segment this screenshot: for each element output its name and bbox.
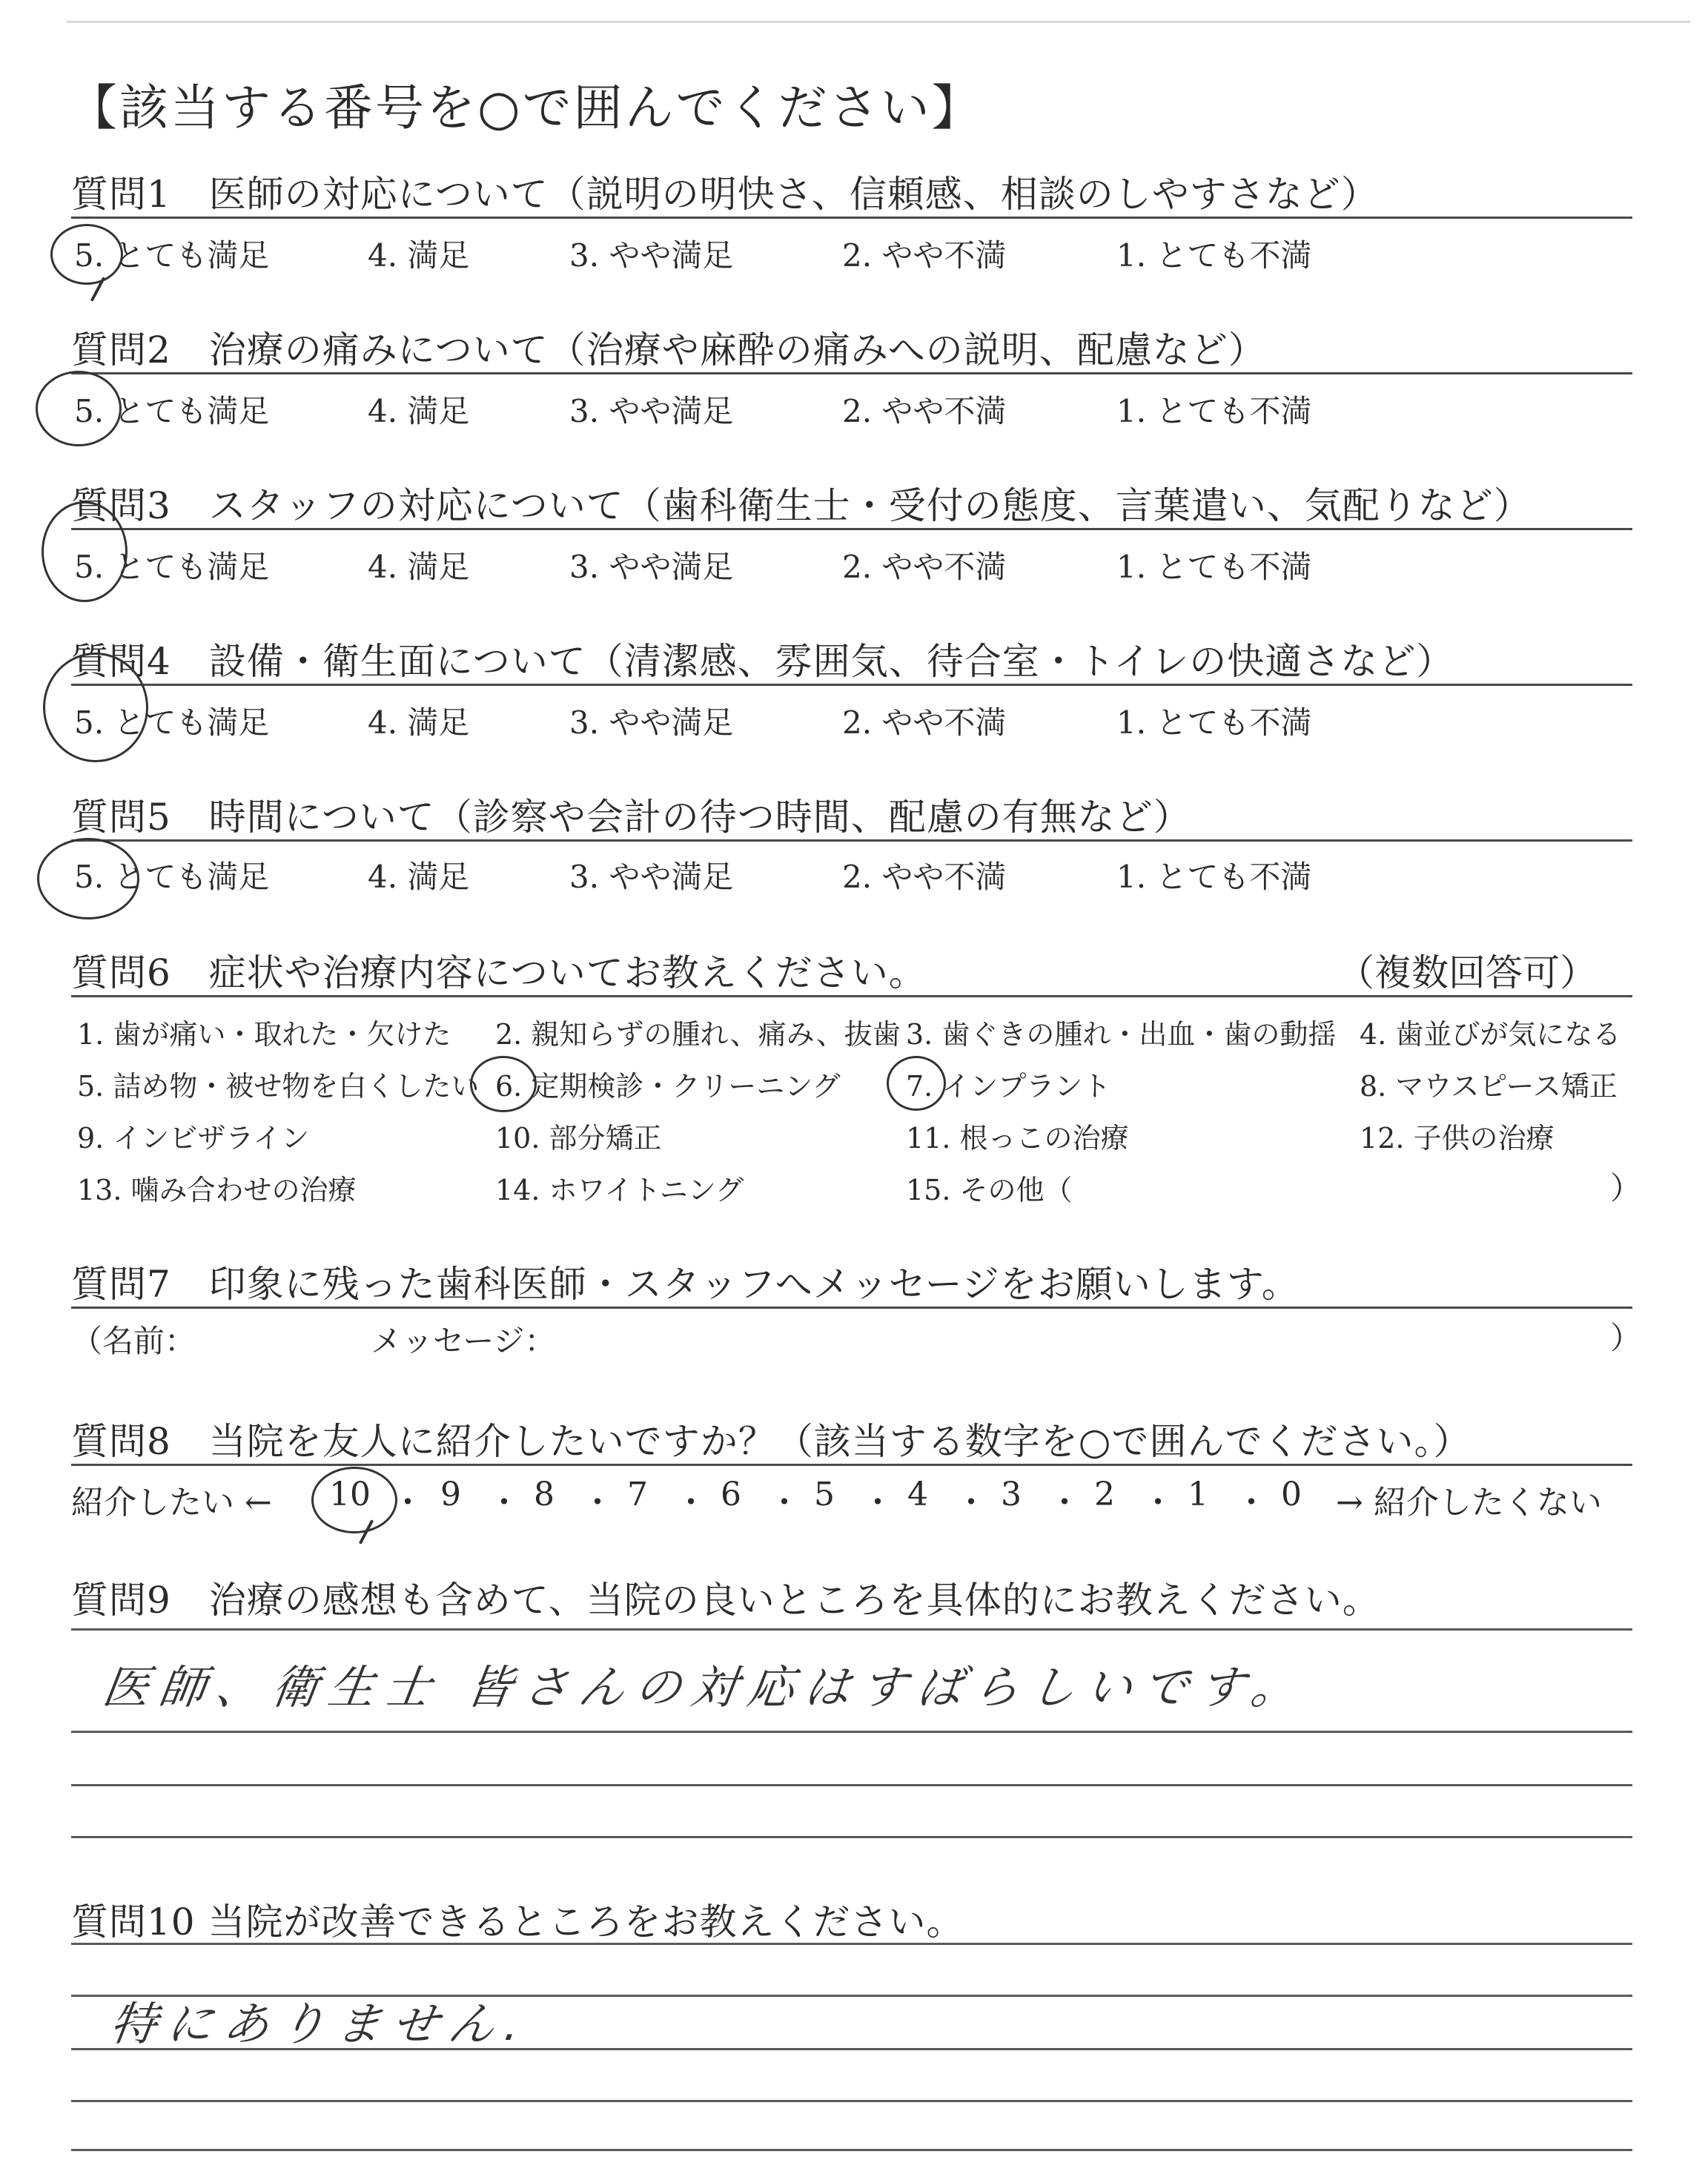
scale-5[interactable]: 5 — [814, 1476, 835, 1513]
question-3-rule — [71, 528, 1632, 530]
option-1[interactable]: 1. とても不満 — [1116, 704, 1312, 741]
q6-option-13[interactable]: 13. 噛み合わせの治療 — [77, 1174, 357, 1206]
scale-3[interactable]: 3 — [1001, 1476, 1022, 1513]
scale-dot: ・ — [1048, 1484, 1081, 1522]
selection-circle — [36, 371, 122, 446]
option-1[interactable]: 1. とても不満 — [1116, 237, 1312, 274]
question-4-title: 質問4 設備・衛生面について（清潔感、雰囲気、待合室・トイレの快適さなど） — [71, 640, 1454, 683]
scale-dot: ・ — [861, 1484, 894, 1522]
scale-6[interactable]: 6 — [721, 1476, 741, 1513]
writing-line — [71, 1731, 1632, 1733]
option-5[interactable]: 5. とても満足 — [74, 393, 270, 429]
writing-line — [71, 1784, 1632, 1786]
selection-circle — [470, 1056, 537, 1112]
question-4-rule — [71, 684, 1632, 686]
question-1-title: 質問1 医師の対応について（説明の明快さ、信頼感、相談のしやすさなど） — [71, 173, 1379, 216]
scale-right-label: → 紹介したくない — [1336, 1484, 1602, 1522]
q6-option-2[interactable]: 2. 親知らずの腫れ、痛み、抜歯 — [495, 1018, 901, 1051]
writing-line — [71, 1628, 1632, 1631]
handwritten-answer-good-points: 医師、衛生士 皆さんの対応はすばらしいです。 — [99, 1660, 1312, 1714]
scale-10[interactable]: 10 — [329, 1476, 371, 1513]
scale-0[interactable]: 0 — [1281, 1476, 1302, 1513]
option-4[interactable]: 4. 満足 — [368, 704, 470, 741]
option-2[interactable]: 2. やや不満 — [842, 393, 1007, 429]
scale-1[interactable]: 1 — [1188, 1476, 1208, 1513]
q6-option-14[interactable]: 14. ホワイトニング — [495, 1174, 744, 1206]
option-5[interactable]: 5. とても満足 — [74, 549, 270, 585]
question-5-title: 質問5 時間について（診察や会計の待つ時間、配慮の有無など） — [71, 796, 1191, 839]
question-9-title: 質問9 治療の感想も含めて、当院の良いところを具体的にお教えください。 — [71, 1579, 1380, 1622]
q6-option-10[interactable]: 10. 部分矯正 — [495, 1122, 662, 1155]
writing-line — [71, 2100, 1632, 2102]
question-2-title: 質問2 治療の痛みについて（治療や麻酔の痛みへの説明、配慮など） — [71, 328, 1266, 371]
page-heading: 【該当する番号を○で囲んでください】 — [68, 79, 983, 136]
question-2-rule — [71, 372, 1632, 374]
option-4[interactable]: 4. 満足 — [368, 859, 470, 895]
selection-circle — [887, 1056, 946, 1111]
scale-9[interactable]: 9 — [440, 1476, 461, 1513]
option-5[interactable]: 5. とても満足 — [74, 859, 270, 895]
scale-dot: ・ — [581, 1484, 614, 1522]
option-4[interactable]: 4. 満足 — [368, 393, 470, 429]
scale-2[interactable]: 2 — [1094, 1476, 1115, 1513]
q6-option-5[interactable]: 5. 詰め物・被せ物を白くしたい — [77, 1070, 480, 1103]
option-2[interactable]: 2. やや不満 — [842, 704, 1007, 741]
option-2[interactable]: 2. やや不満 — [842, 859, 1007, 895]
q7-close-paren: ） — [1610, 1320, 1642, 1356]
writing-line — [71, 2149, 1632, 2151]
message-label: メッセージ： — [371, 1323, 556, 1359]
question-6-title: 質問6 症状や治療内容についてお教えください。 — [71, 951, 927, 994]
scale-dot: ・ — [955, 1484, 987, 1522]
scale-dot: ・ — [1142, 1484, 1174, 1522]
option-3[interactable]: 3. やや満足 — [569, 393, 734, 429]
question-10-title: 質問10 当院が改善できるところをお教えください。 — [71, 1900, 964, 1943]
handwritten-answer-improvements: 特にありません. — [107, 1997, 534, 2051]
writing-line — [71, 1943, 1632, 1945]
question-7-title: 質問7 印象に残った歯科医師・スタッフへメッセージをお願いします。 — [71, 1263, 1300, 1306]
scale-4[interactable]: 4 — [907, 1476, 928, 1513]
option-1[interactable]: 1. とても不満 — [1116, 549, 1312, 585]
multiple-answers-note: （複数回答可） — [1337, 951, 1597, 994]
option-4[interactable]: 4. 満足 — [368, 549, 470, 585]
q6-other-close-paren: ） — [1610, 1170, 1642, 1206]
question-1-rule — [71, 217, 1632, 219]
question-8-title: 質問8 当院を友人に紹介したいですか？（該当する数字を○で囲んでください。） — [71, 1420, 1472, 1463]
top-border — [67, 21, 1690, 23]
scale-dot: ・ — [768, 1484, 801, 1522]
writing-line — [71, 2048, 1632, 2050]
option-3[interactable]: 3. やや満足 — [569, 549, 734, 585]
question-7-rule — [71, 1307, 1632, 1309]
q6-option-11[interactable]: 11. 根っこの治療 — [906, 1122, 1129, 1155]
option-2[interactable]: 2. やや不満 — [842, 549, 1007, 585]
scale-8[interactable]: 8 — [534, 1476, 555, 1513]
scale-dot: ・ — [675, 1484, 707, 1522]
option-3[interactable]: 3. やや満足 — [569, 859, 734, 895]
scale-dot: ・ — [391, 1484, 424, 1522]
option-5[interactable]: 5. とても満足 — [74, 237, 270, 274]
scale-7[interactable]: 7 — [627, 1476, 648, 1513]
question-3-title: 質問3 スタッフの対応について（歯科衛生士・受付の態度、言葉遣い、気配りなど） — [71, 484, 1532, 527]
question-6-rule — [71, 995, 1632, 997]
q6-option-1[interactable]: 1. 歯が痛い・取れた・欠けた — [77, 1018, 451, 1051]
option-3[interactable]: 3. やや満足 — [569, 237, 734, 274]
option-3[interactable]: 3. やや満足 — [569, 704, 734, 741]
scale-dot: ・ — [1235, 1484, 1268, 1522]
option-4[interactable]: 4. 満足 — [368, 237, 470, 274]
option-1[interactable]: 1. とても不満 — [1116, 393, 1312, 429]
selection-circle — [42, 501, 128, 602]
option-2[interactable]: 2. やや不満 — [842, 237, 1007, 274]
q6-option-9[interactable]: 9. インビザライン — [77, 1122, 310, 1155]
q6-option-15[interactable]: 15. その他（ — [906, 1174, 1073, 1206]
question-8-rule — [71, 1464, 1632, 1466]
q6-option-4[interactable]: 4. 歯並びが気になる — [1360, 1018, 1621, 1051]
scale-dot: ・ — [488, 1484, 520, 1522]
selection-circle — [37, 838, 139, 919]
q6-option-3[interactable]: 3. 歯ぐきの腫れ・出血・歯の動揺 — [906, 1018, 1337, 1051]
q6-option-8[interactable]: 8. マウスピース矯正 — [1360, 1070, 1618, 1103]
name-label: （名前： — [71, 1323, 196, 1359]
option-1[interactable]: 1. とても不満 — [1116, 859, 1312, 895]
writing-line — [71, 1836, 1632, 1838]
selection-circle — [50, 224, 123, 285]
selection-circle — [311, 1467, 397, 1533]
q6-option-6[interactable]: 6. 定期検診・クリーニング — [495, 1070, 841, 1103]
scale-left-label: 紹介したい ← — [71, 1484, 272, 1522]
option-5[interactable]: 5. とても満足 — [74, 704, 270, 741]
selection-circle — [43, 653, 148, 762]
q6-option-12[interactable]: 12. 子供の治療 — [1360, 1122, 1555, 1155]
question-5-rule — [71, 839, 1632, 842]
q6-option-7[interactable]: 7. インプラント — [906, 1070, 1111, 1103]
